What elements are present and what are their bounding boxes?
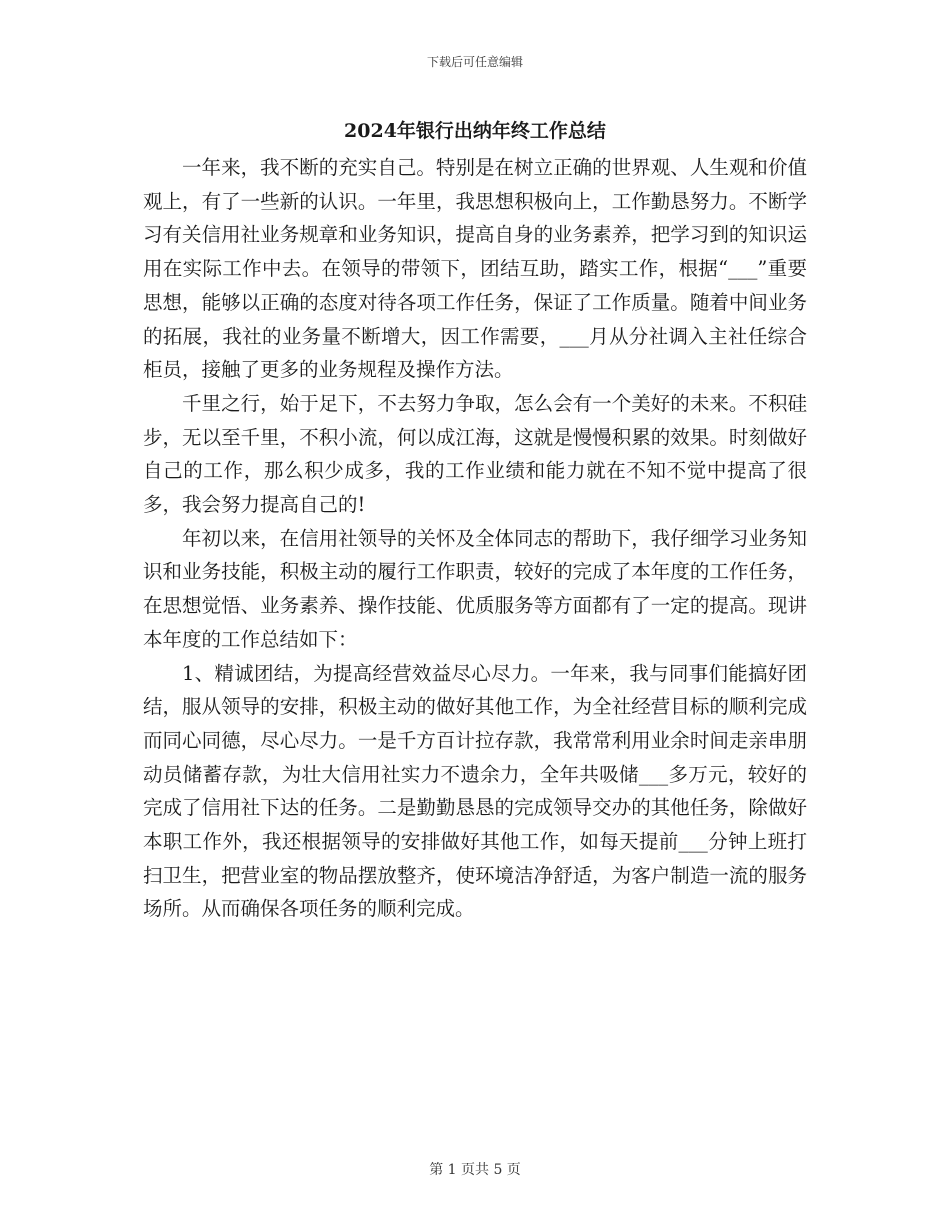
page-header-note: 下载后可任意编辑 — [426, 55, 523, 69]
page-number: 第 1 页共 5 页 — [429, 1162, 521, 1178]
paragraph-1: 一年来，我不断的充实自己。特别是在树立正确的世界观、人生观和价值观上，有了一些新的认识。一年里，我思想积极向上，工作勤恳努力。不断学习有关信用社业务规章和业务知识，提高自身的业务素养，把学习到的知识运用在实际工作中去。在领导的带领下，团结互助，踏实工作，根据“___”重要思想，能够以正确的态度对待各项工作任务，保证了工作质量。随着中间业务的拓展，我社的业务量不断增大，因工作需要，___月从分社调入主社任综合柜员，接触了更多的业务规程及操作方法。 — [143, 156, 807, 382]
paragraph-4: 1、精诚团结，为提高经营效益尽心尽力。一年来，我与同事们能搞好团结，服从领导的安排，积极主动的做好其他工作，为全社经营目标的顺利完成而同心同德，尽心尽力。一是千方百计拉存款，我常常利用业余时间走亲串朋动员储蓄存款，为壮大信用社实力不遗余力，全年共吸储___多万元，较好的完成了信用社下达的任务。二是勤勤恳恳的完成领导交办的其他任务，除做好本职工作外，我还根据领导的安排做好其他工作，如每天提前___分钟上班打扫卫生，把营业室的物品摆放整齐，使环境洁净舒适，为客户制造一流的服务场所。从而确保各项任务的顺利完成。 — [143, 661, 807, 921]
paragraph-2: 千里之行，始于足下，不去努力争取，怎么会有一个美好的未来。不积硅步，无以至千里，不积小流，何以成江海，这就是慢慢积累的效果。时刻做好自己的工作，那么积少成多，我的工作业绩和能力就在不知不觉中提高了很多，我会努力提高自己的! — [143, 391, 807, 517]
paragraph-3: 年初以来，在信用社领导的关怀及全体同志的帮助下，我仔细学习业务知识和业务技能，积极主动的履行工作职责，较好的完成了本年度的工作任务，在思想觉悟、业务素养、操作技能、优质服务等方面都有了一定的提高。现讲本年度的工作总结如下： — [143, 526, 807, 651]
document-body — [143, 151, 807, 926]
document-title: 2024年银行出纳年终工作总结 — [344, 120, 606, 142]
